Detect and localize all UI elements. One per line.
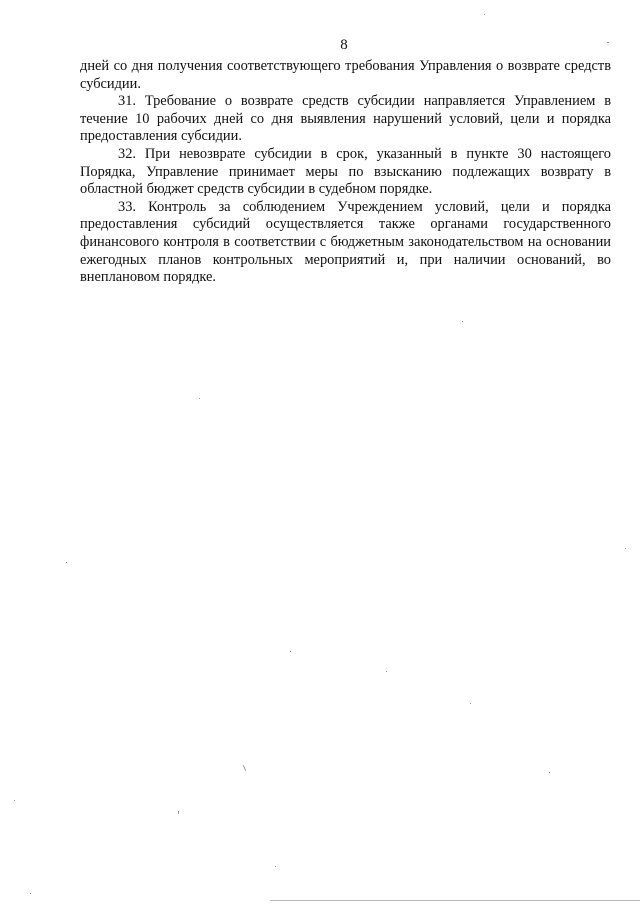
scan-speck — [607, 42, 609, 43]
paragraph-33: 33. Контроль за соблюдением Учреждением условий, цели и порядка предоставления субсидий осуществляется также органами государственного финансового контроля в соответствии с бюджетным законодательством на основании ежегодных планов контрольных мероприятий и, при наличии оснований, во внеплановом порядке. — [80, 198, 611, 286]
scan-speck — [14, 800, 15, 801]
scan-speck — [386, 671, 387, 672]
scan-speck — [484, 14, 485, 15]
paragraph-32: 32. При невозврате субсидии в срок, указанный в пункте 30 настоящего Порядка, Управление принимает меры по взысканию подлежащих возврату в областной бюджет средств субсидии в судебном порядке. — [80, 145, 611, 198]
document-body — [80, 58, 611, 287]
scan-speck — [290, 651, 291, 652]
page-number: 8 — [340, 37, 348, 53]
scan-speck — [549, 772, 550, 773]
scan-speck — [66, 562, 67, 563]
scan-speck — [625, 548, 626, 549]
paragraph-30-continuation: дней со дня получения соответствующего требования Управления о возврате средств субсидии. — [80, 58, 611, 92]
scan-speck — [30, 893, 31, 894]
paragraph-31: 31. Требование о возврате средств субсидии направляется Управлением в течение 10 рабочих дней со дня выявления нарушений условий, цели и порядка предоставления субсидии. — [80, 93, 611, 145]
scan-speck — [462, 321, 463, 322]
scan-speck — [275, 866, 276, 867]
scan-speck — [243, 765, 246, 771]
scan-edge-line — [270, 900, 640, 901]
scan-speck — [199, 398, 200, 399]
scan-speck — [470, 703, 471, 704]
scan-speck — [178, 811, 179, 814]
